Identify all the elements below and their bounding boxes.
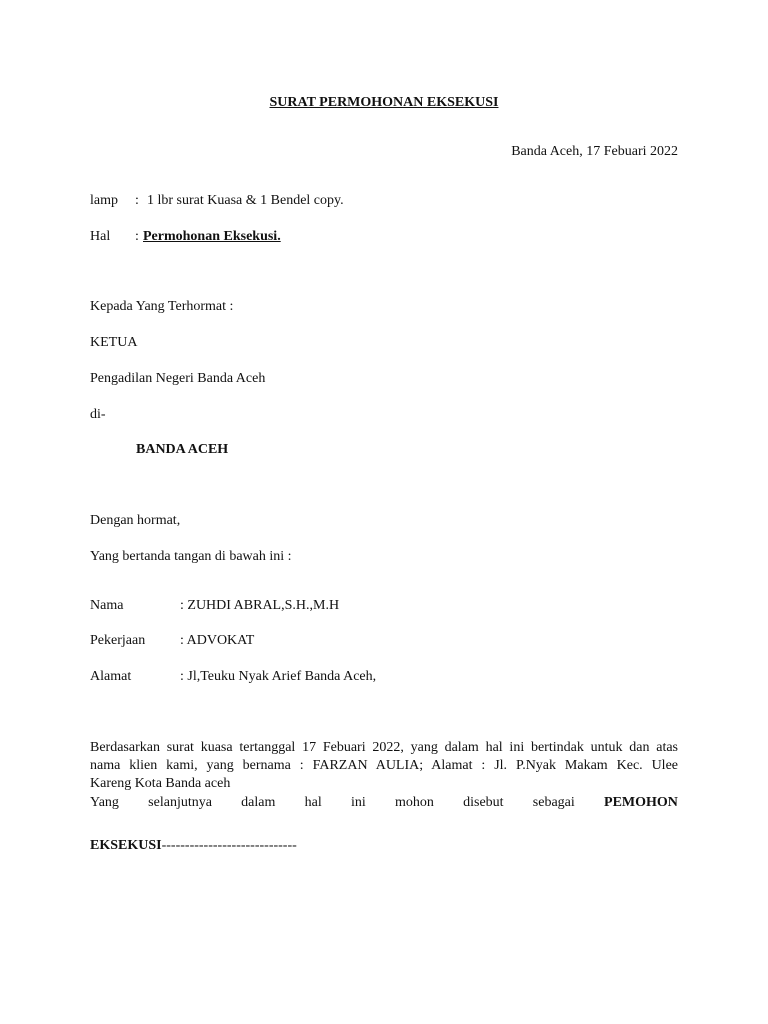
recipient-title: KETUA [90, 335, 138, 350]
body-line-4-word: mohon [394, 794, 434, 810]
hal-value: Permohonan Eksekusi. [143, 229, 281, 244]
petitioner-label-end: EKSEKUSI [90, 838, 162, 853]
dash-filler: ----------------------------- [161, 838, 297, 853]
body-line-4-word: ini [350, 794, 366, 810]
place-date: Banda Aceh, 17 Febuari 2022 [511, 144, 678, 159]
recipient-salutation: Kepada Yang Terhormat : [90, 299, 234, 314]
intro-sentence: Yang bertanda tangan di bawah ini : [90, 549, 292, 564]
recipient-court: Pengadilan Negeri Banda Aceh [90, 371, 266, 386]
signer-address-label: Alamat [90, 669, 132, 684]
lamp-value: 1 lbr surat Kuasa & 1 Bendel copy. [147, 193, 344, 208]
signer-job-value: : ADVOKAT [180, 633, 255, 648]
recipient-di: di- [90, 407, 106, 422]
body-line-4-word: Yang [90, 794, 119, 810]
body-line-4-word: sebagai [532, 794, 575, 810]
signer-address-value: : Jl,Teuku Nyak Arief Banda Aceh, [180, 669, 377, 684]
lamp-label: lamp [90, 193, 118, 208]
letter-title: SURAT PERMOHONAN EKSEKUSI [269, 95, 499, 110]
opening-greeting: Dengan hormat, [90, 513, 181, 528]
body-line-4 [90, 794, 678, 812]
body-line-5 [90, 837, 297, 855]
body-line-2: nama klien kami, yang bernama : FARZAN AULIA; Alamat : Jl. P.Nyak Makam Kec. Ulee [90, 758, 678, 774]
signer-name-value: : ZUHDI ABRAL,S.H.,M.H [180, 598, 340, 613]
lamp-separator: : [135, 193, 139, 208]
signer-job-label: Pekerjaan [90, 633, 146, 648]
recipient-city: BANDA ACEH [136, 442, 229, 457]
hal-separator: : [135, 229, 139, 244]
body-line-4-word: disebut [463, 794, 504, 810]
body-line-1: Berdasarkan surat kuasa tertanggal 17 Febuari 2022, yang dalam hal ini bertindak untuk dan atas [90, 740, 678, 755]
signer-name-label: Nama [90, 598, 124, 613]
body-line-4-word: selanjutnya [148, 794, 212, 810]
hal-label: Hal [90, 229, 111, 244]
body-line-4-word: dalam [241, 794, 276, 810]
body-line-4-word: hal [304, 794, 322, 810]
body-line-3: Kareng Kota Banda aceh [90, 776, 231, 792]
petitioner-label-start: PEMOHON [604, 794, 678, 810]
body-paragraph [90, 739, 678, 812]
